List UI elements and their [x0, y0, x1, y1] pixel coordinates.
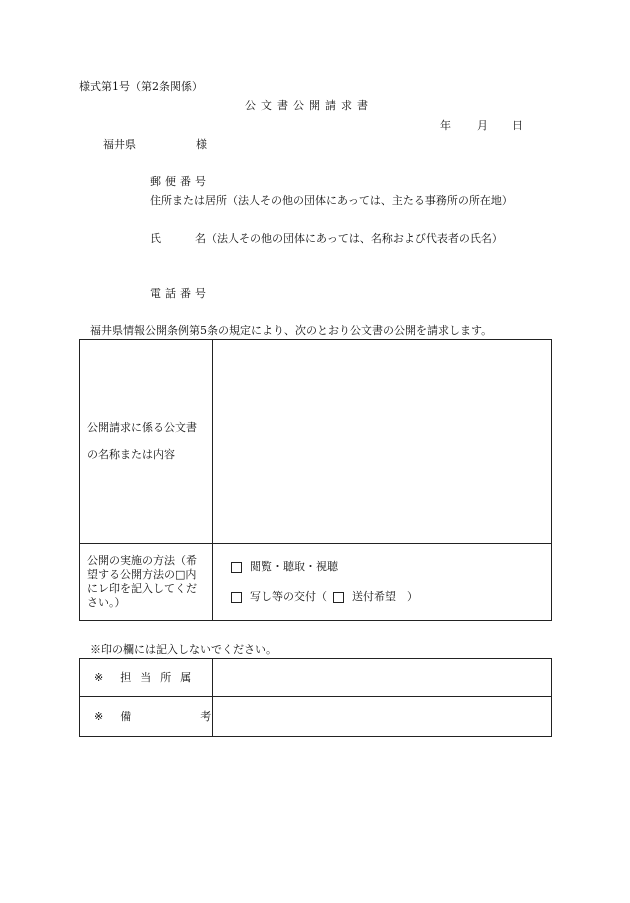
date-year-label: 年 — [440, 119, 451, 132]
addressee-prefecture: 福井県 — [103, 138, 136, 151]
dept-label-cell — [80, 659, 213, 697]
address-label: 住所または居所（法人その他の団体にあっては、主たる事務所の所在地） — [150, 194, 513, 207]
form-number: 様式第1号（第2条関係） — [79, 80, 203, 93]
document-input-cell[interactable] — [213, 340, 552, 544]
document-label-cell — [80, 340, 213, 544]
office-note: ※印の欄には記入しないでください。 — [90, 643, 277, 656]
method-label-line3: にレ印を記入してくだ — [87, 582, 197, 595]
copy-checkbox[interactable] — [231, 592, 242, 603]
remarks-value-cell — [213, 697, 552, 737]
request-table — [79, 339, 552, 621]
postal-code-label: 郵便番号 — [150, 175, 210, 188]
method-option-copy — [231, 590, 551, 604]
remarks-label-cell — [80, 697, 213, 737]
method-options-cell — [213, 544, 552, 621]
remarks-label-second: 考 — [200, 709, 212, 723]
view-option-label: 閲覧・聴取・視聴 — [250, 560, 338, 573]
date-day-label: 日 — [512, 119, 523, 132]
remarks-row — [80, 697, 552, 737]
method-row — [80, 544, 552, 621]
dept-label: 担当所属 — [120, 670, 201, 684]
mail-option-label: 送付希望 ） — [352, 590, 418, 603]
mail-checkbox[interactable] — [333, 592, 344, 603]
method-label-line2: 望する公開方法の□内 — [87, 568, 197, 581]
view-checkbox[interactable] — [231, 562, 242, 573]
request-statement: 福井県情報公開条例第5条の規定により、次のとおり公文書の公開を請求します。 — [90, 324, 493, 337]
remarks-label-first: 備 — [120, 709, 132, 723]
addressee-honorific: 様 — [196, 138, 207, 151]
remarks-mark: ※ — [94, 709, 104, 723]
name-label: 名（法人その他の団体にあっては、名称および代表者の氏名） — [195, 232, 503, 245]
document-label-line1: 公開請求に係る公文書 — [87, 421, 197, 434]
dept-value-cell — [213, 659, 552, 697]
method-label-line1: 公開の実施の方法（希 — [87, 554, 197, 567]
document-label-line2: の名称または内容 — [87, 448, 175, 461]
copy-option-label: 写し等の交付（ — [250, 590, 327, 603]
phone-label: 電話番号 — [150, 287, 210, 300]
name-label-first: 氏 — [150, 232, 161, 245]
dept-row — [80, 659, 552, 697]
method-option-view — [231, 560, 551, 574]
office-use-table — [79, 658, 552, 737]
date-month-label: 月 — [477, 119, 488, 132]
document-row — [80, 340, 552, 544]
method-label-line4: さい。） — [87, 596, 126, 609]
dept-mark: ※ — [94, 670, 104, 684]
page-title: 公文書公開請求書 — [245, 99, 373, 112]
method-label-cell — [80, 544, 213, 621]
